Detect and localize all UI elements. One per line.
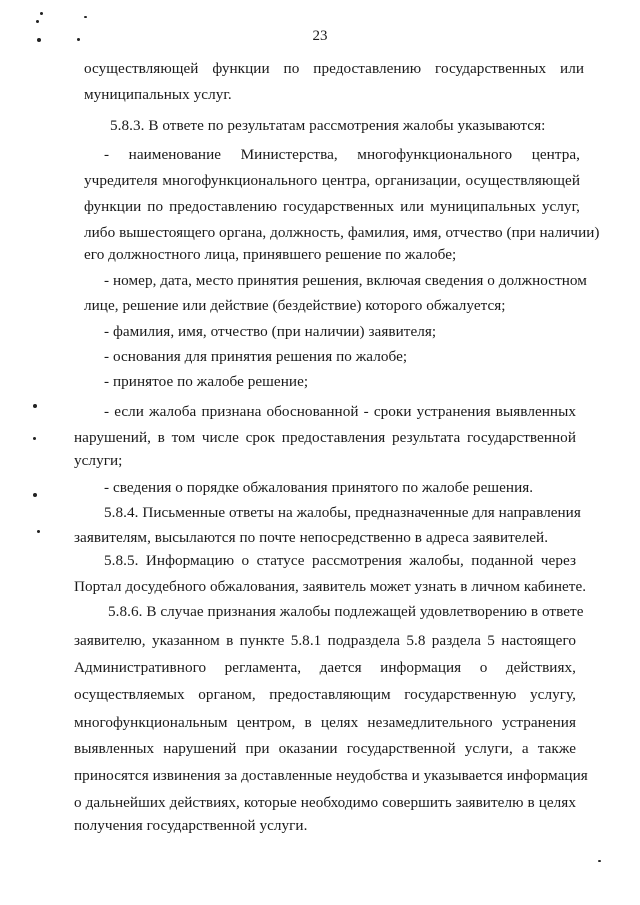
text-line: о дальнейших действиях, которые необходимо совершить заявителю в целях bbox=[74, 794, 576, 811]
text-line: услуги; bbox=[74, 452, 123, 469]
text-line: 5.8.3. В ответе по результатам рассмотрения жалобы указываются: bbox=[110, 117, 546, 134]
scan-speck bbox=[36, 20, 39, 23]
scan-speck bbox=[84, 16, 87, 18]
scan-speck bbox=[77, 38, 80, 41]
text-line: муниципальных услуг. bbox=[84, 86, 232, 103]
text-line: лице, решение или действие (бездействие) которого обжалуется; bbox=[84, 297, 506, 314]
text-line: его должностного лица, принявшего решение по жалобе; bbox=[84, 246, 457, 263]
text-line: 5.8.5. Информацию о статусе рассмотрения жалобы, поданной через bbox=[104, 552, 576, 569]
text-line: - наименование Министерства, многофункционального центра, bbox=[104, 146, 580, 163]
text-line: Портал досудебного обжалования, заявитель может узнать в личном кабинете. bbox=[74, 578, 587, 595]
scan-speck bbox=[598, 860, 601, 862]
text-line: заявителям, высылаются по почте непосредственно в адреса заявителей. bbox=[74, 529, 549, 546]
scan-speck bbox=[37, 530, 40, 533]
scan-speck bbox=[40, 12, 43, 15]
scan-speck bbox=[37, 38, 41, 42]
text-line: - если жалоба признана обоснованной - сроки устранения выявленных bbox=[104, 403, 576, 420]
text-line: - номер, дата, место принятия решения, включая сведения о должностном bbox=[104, 272, 587, 289]
text-line: - принятое по жалобе решение; bbox=[104, 373, 309, 390]
text-line: заявителю, указанном в пункте 5.8.1 подраздела 5.8 раздела 5 настоящего bbox=[74, 632, 576, 649]
text-line: выявленных нарушений при оказании государственной услуги, а также bbox=[74, 740, 576, 757]
scan-speck bbox=[33, 437, 36, 440]
text-line: - основания для принятия решения по жалобе; bbox=[104, 348, 408, 365]
text-line: 5.8.6. В случае признания жалобы подлежащей удовлетворению в ответе bbox=[108, 603, 584, 620]
page-number: 23 bbox=[312, 28, 328, 44]
text-line: нарушений, в том числе срок предоставления результата государственной bbox=[74, 429, 576, 446]
text-line: 5.8.4. Письменные ответы на жалобы, предназначенные для направления bbox=[104, 504, 581, 521]
text-line: многофункциональным центром, в целях незамедлительного устранения bbox=[74, 714, 576, 731]
scan-speck bbox=[33, 493, 37, 497]
text-line: - фамилия, имя, отчество (при наличии) заявителя; bbox=[104, 323, 437, 340]
text-line: Административного регламента, дается информация о действиях, bbox=[74, 659, 576, 676]
text-line: учредителя многофункционального центра, организации, осуществляющей bbox=[84, 172, 580, 189]
scan-speck bbox=[33, 404, 37, 408]
text-line: - сведения о порядке обжалования принятого по жалобе решения. bbox=[104, 479, 534, 496]
text-line: осуществляющей функции по предоставлению государственных или bbox=[84, 60, 584, 77]
text-line: либо вышестоящего органа, должность, фамилия, имя, отчество (при наличии) bbox=[84, 224, 600, 241]
text-line: приносятся извинения за доставленные неудобства и указывается информация bbox=[74, 767, 588, 784]
text-line: функции по предоставлению государственных или муниципальных услуг, bbox=[84, 198, 580, 215]
text-line: получения государственной услуги. bbox=[74, 817, 308, 834]
text-line: осуществляемых органом, предоставляющим государственную услугу, bbox=[74, 686, 576, 703]
